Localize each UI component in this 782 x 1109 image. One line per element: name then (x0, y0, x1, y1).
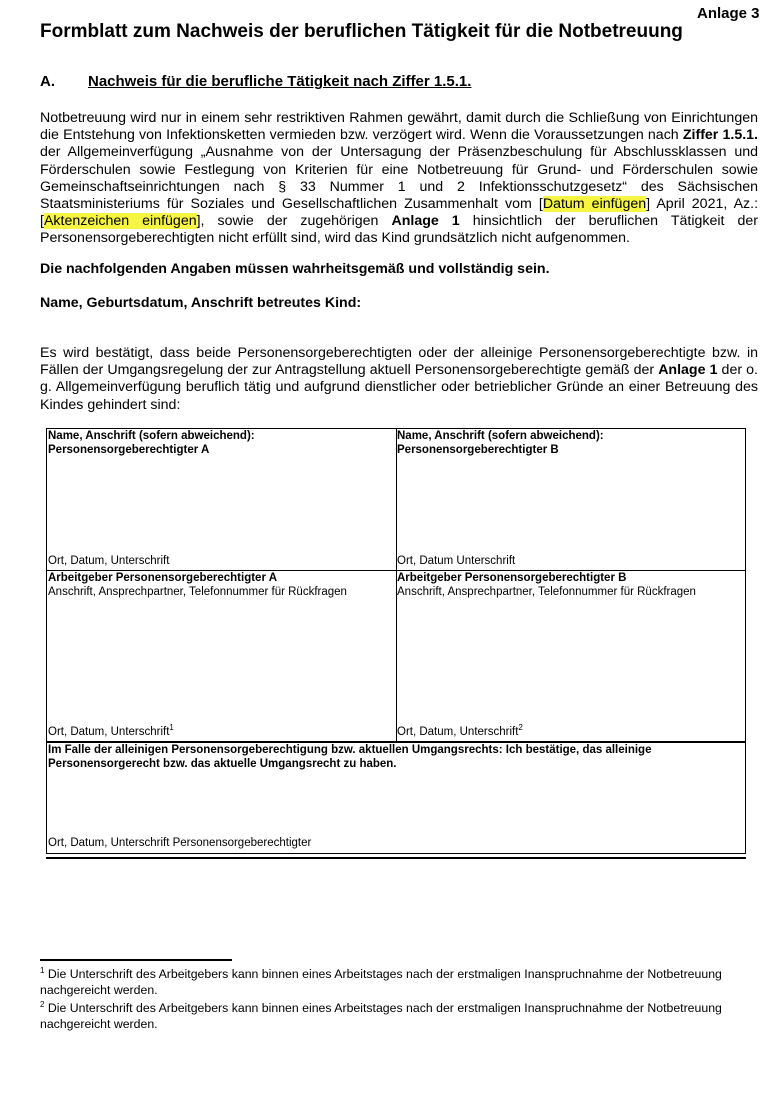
page-title: Formblatt zum Nachweis der beruflichen Tätigkeit für die Notbetreuung (40, 21, 683, 42)
guardian-b-heading: Name, Anschrift (sofern abweichend): (397, 430, 604, 442)
confirmation-paragraph (40, 345, 758, 414)
employer-b-heading: Arbeitgeber Personensorgeberechtigter B (397, 572, 627, 584)
section-heading (40, 73, 471, 90)
guardian-b-label: Personensorgeberechtigter B (397, 444, 559, 456)
sole-guardian-cell[interactable] (48, 743, 744, 853)
guardian-a-label: Personensorgeberechtigter A (48, 444, 210, 456)
footnote-2 (40, 1001, 740, 1032)
section-number: A. (40, 73, 55, 90)
reference-placeholder: Aktenzeichen einfügen (43, 213, 197, 230)
declaration-form-table (46, 428, 746, 854)
guardian-b-signature-label: Ort, Datum Unterschrift (397, 555, 516, 567)
employer-a-heading: Arbeitgeber Personensorgeberechtigter A (48, 572, 277, 584)
confirm-text-2: der o. g. Allgemeinverfügung beruflich tätig und aufgrund dienstlicher oder betrieblicher Gründe an einer Betreuung des Kindes gehindert sind: (40, 362, 758, 413)
guardian-b-cell[interactable] (397, 429, 745, 570)
intro-text-3: ] April 2021, Az.: [ (40, 196, 759, 230)
intro-bold-ziffer: Ziffer 1.5.1. (682, 127, 758, 144)
intro-bold-anlage: Anlage 1 (391, 213, 460, 230)
date-placeholder: Datum einfügen (542, 196, 647, 213)
annex-label: Anlage 3 (697, 5, 760, 22)
table-bottom-rule (46, 857, 746, 859)
footnote-ref-2: 2 (518, 723, 523, 733)
intro-text-5: hinsichtlich der beruflichen Tätigkeit der Personensorgeberechtigten nicht erfüllt sind, wird das Kind grundsätzlich nicht aufgenommen. (40, 213, 758, 247)
intro-text-4: ], sowie der zugehörigen (196, 213, 392, 230)
truthfulness-notice: Die nachfolgenden Angaben müssen wahrheitsgemäß und vollständig sein. (40, 261, 550, 277)
section-title: Nachweis für die berufliche Tätigkeit nach Ziffer 1.5.1. (88, 73, 472, 90)
footnote-1 (40, 967, 740, 998)
employer-a-details-label: Anschrift, Ansprechpartner, Telefonnummer für Rückfragen (48, 586, 347, 598)
confirm-text-1: Es wird bestätigt, dass beide Personensorgeberechtigten oder der alleinige Personensorgeberechtigte bzw. in Fällen der Umgangsregelung der zur Antragstellung aktuell Personensorgeberechtigte gemäß der (40, 345, 758, 379)
confirm-bold-anlage: Anlage 1 (658, 362, 718, 379)
guardian-a-cell[interactable] (48, 429, 394, 570)
employer-a-signature-label (48, 725, 174, 739)
intro-text-2: der Allgemeinverfügung „Ausnahme von der Untersagung der Präsenzbeschulung für Abschlussklassen und Förderschulen sowie Festlegung von Kriterien für eine Notbetreuung für Grund- und Förderschulen sowie Gemeinschaftseinrichtungen nach § 33 Nummer 1 und 2 Infektionsschutzgesetz“ des Sächsischen Staatsministeriums für Soziales und Gesellschaftlichen Zusammenhalt vom [ (40, 144, 758, 213)
child-info-label: Name, Geburtsdatum, Anschrift betreutes Kind: (40, 295, 362, 311)
footnote-2-mark: 2 (40, 999, 45, 1009)
intro-paragraph (40, 110, 758, 248)
footnote-1-mark: 1 (40, 965, 45, 975)
employer-b-cell[interactable] (397, 571, 745, 741)
employer-a-signature-text: Ort, Datum, Unterschrift (48, 726, 170, 738)
footnote-ref-1: 1 (169, 723, 174, 733)
footnote-2-text: Die Unterschrift des Arbeitgebers kann binnen eines Arbeitstages nach der erstmaligen Inanspruchnahme der Notbetreuung nachgereicht werden. (40, 1001, 722, 1031)
employer-b-signature-label (397, 725, 523, 739)
employer-b-signature-text: Ort, Datum, Unterschrift (397, 726, 519, 738)
sole-guardian-signature-label: Ort, Datum, Unterschrift Personensorgeberechtigter (48, 837, 312, 849)
footnote-separator (40, 959, 232, 961)
employer-b-details-label: Anschrift, Ansprechpartner, Telefonnummer für Rückfragen (397, 586, 696, 598)
sole-guardian-statement: Im Falle der alleinigen Personensorgeberechtigung bzw. aktuellen Umgangsrechts: Ich bestätige, das alleinige Personensorgerecht bzw. das aktuelle Umgangsrecht zu haben. (48, 744, 652, 770)
employer-a-cell[interactable] (48, 571, 394, 741)
footnote-1-text: Die Unterschrift des Arbeitgebers kann binnen eines Arbeitstages nach der erstmaligen Inanspruchnahme der Notbetreuung nachgereicht werden. (40, 967, 722, 997)
intro-text-1: Notbetreuung wird nur in einem sehr restriktiven Rahmen gewährt, damit durch die Schließung von Einrichtungen die Entstehung von Infektionsketten vermieden bzw. verzögert wird. Wenn die Voraussetzungen nach (40, 110, 758, 144)
guardian-a-signature-label: Ort, Datum, Unterschrift (48, 555, 170, 567)
guardian-a-heading: Name, Anschrift (sofern abweichend): (48, 430, 255, 442)
